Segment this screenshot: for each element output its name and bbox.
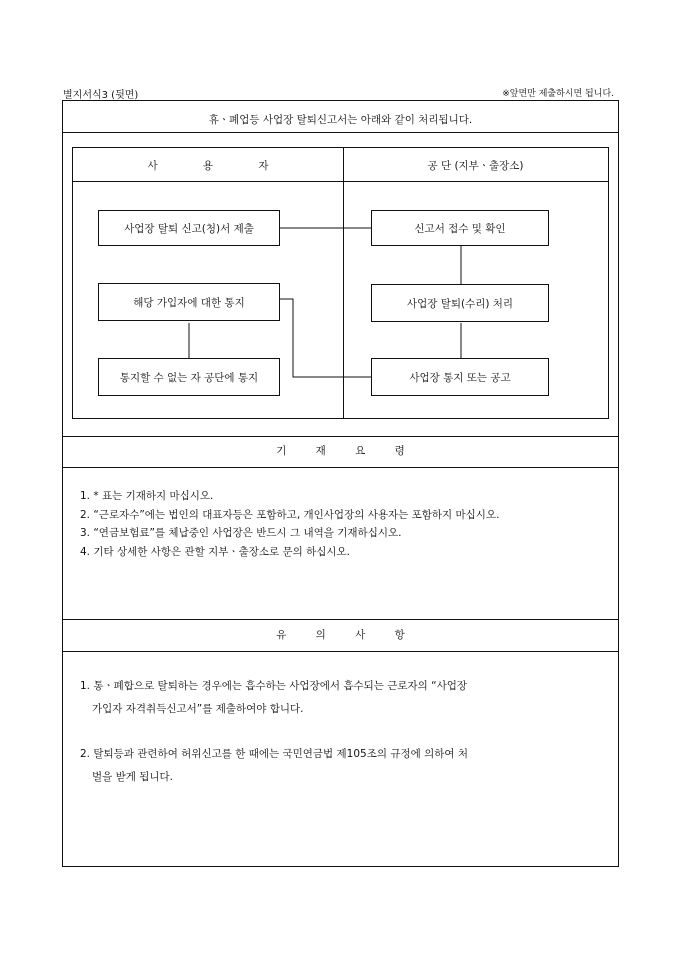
caution-item (80, 743, 600, 789)
form-id-label: 별지서식3 (뒷면) (63, 90, 139, 101)
step-notify-subscribers: 해당 가입자에 대한 통지 (98, 283, 280, 321)
instructions-heading: 기 재 요 령 (276, 445, 405, 457)
instruction-item: 2. “근로자수”에는 법인의 대표자등은 포함하고, 개인사업장의 사용자는 포함하지 마십시오. (80, 508, 500, 521)
divider (63, 467, 618, 468)
step-submit-report: 사업장 탈퇴 신고(청)서 제출 (98, 210, 280, 246)
divider (63, 651, 618, 652)
caution-line: 벌을 받게 됩니다. (92, 771, 174, 783)
cautions-heading: 유 의 사 항 (276, 629, 405, 641)
step-notice-announce: 사업장 통지 또는 공고 (371, 358, 549, 396)
divider (63, 619, 618, 620)
divider (63, 436, 618, 437)
caution-item (80, 675, 600, 721)
agency-column-header: 공 단 (지부ㆍ출장소) (427, 160, 524, 172)
instruction-item: 1. * 표는 기재하지 마십시오. (80, 490, 214, 502)
employer-column-header: 사 용 자 (147, 160, 269, 172)
caution-line: 2. 탈퇴등과 관련하여 허위신고를 한 때에는 국민연금법 제105조의 규정에 의하여 처 (80, 748, 469, 760)
connector-notify-to-public (280, 299, 371, 377)
instruction-item: 3. “연금보험료”를 체납중인 사업장은 반드시 그 내역을 기재하십시오. (80, 527, 402, 539)
form-frame (62, 100, 619, 867)
process-title: 휴ㆍ폐업등 사업장 탈퇴신고서는 아래와 같이 처리됩니다. (208, 114, 473, 126)
divider (63, 132, 618, 133)
cautions-list (80, 675, 600, 789)
caution-line: 1. 통ㆍ폐합으로 탈퇴하는 경우에는 흡수하는 사업장에서 흡수되는 근로자의 “사업장 (80, 680, 468, 692)
step-process-withdrawal: 사업장 탈퇴(수리) 처리 (371, 284, 549, 322)
instructions-list (80, 487, 499, 561)
instruction-item: 4. 기타 상세한 사항은 관할 지부ㆍ출장소로 문의 하십시오. (80, 545, 351, 558)
caution-line: 가입자 자격취득신고서”를 제출하여야 합니다. (92, 703, 304, 715)
step-receive-confirm: 신고서 접수 및 확인 (371, 210, 549, 246)
step-report-unreachable: 통지할 수 없는 자 공단에 통지 (98, 358, 280, 396)
submission-note: ※앞면만 제출하시면 됩니다. (502, 89, 614, 99)
flow-diagram (72, 147, 609, 419)
